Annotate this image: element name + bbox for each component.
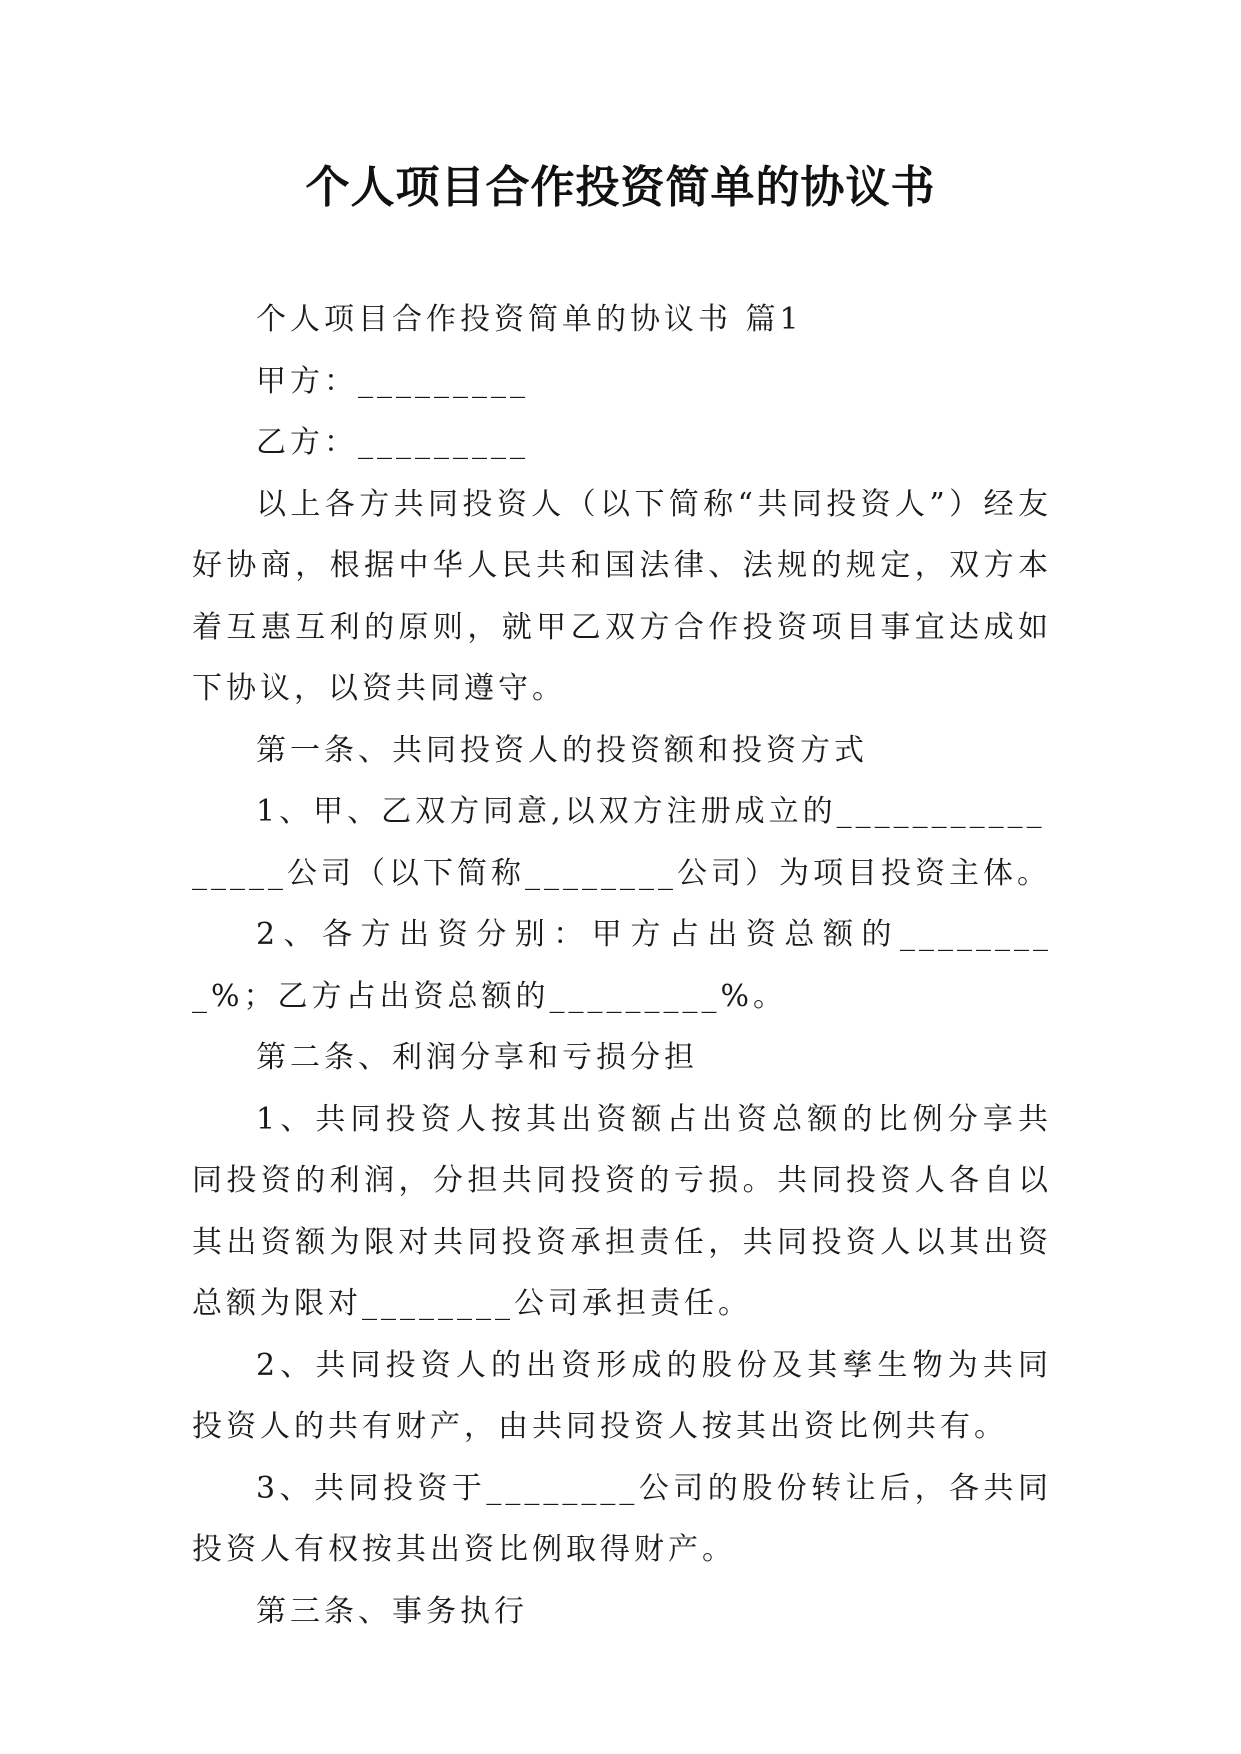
party-b-line: 乙方：_________ [256,425,529,460]
section-heading: 个人项目合作投资简单的协议书 篇1 [256,302,803,337]
clause-paragraph: 1、共同投资人按其出资额占出资总额的比例分享共同投资的利润，分担共同投资的亏损。共同投资人各自以其出资额为限对共同投资承担责任，共同投资人以其出资总额为限对________公司承担责任。 [192,1101,1052,1321]
article-heading: 第一条、共同投资人的投资额和投资方式 [256,732,868,768]
preamble-paragraph: 以上各方共同投资人（以下简称“共同投资人”）经友好协商，根据中华人民共和国法律、法规的规定，双方本着互惠互利的原则，就甲乙双方合作投资项目事宜达成如下协议，以资共同遵守。 [192,486,1052,706]
clause-paragraph: 2、各方出资分别：甲方占出资总额的_________%；乙方占出资总额的_________%。 [192,917,1052,1014]
document-title: 个人项目合作投资简单的协议书 [305,162,936,213]
clause-paragraph: 2、共同投资人的出资形成的股份及其孳生物为共同投资人的共有财产，由共同投资人按其出资比例共有。 [192,1347,1052,1444]
article-heading: 第三条、事务执行 [256,1593,528,1629]
document-body [192,289,1052,1642]
party-a-line: 甲方：_________ [256,363,529,399]
article-heading: 第二条、利润分享和亏损分担 [256,1040,698,1075]
clause-paragraph: 1、甲、乙双方同意,以双方注册成立的________________公司（以下简称________公司）为项目投资主体。 [192,794,1051,891]
clause-paragraph: 3、共同投资于________公司的股份转让后，各共同投资人有权按其出资比例取得财产。 [192,1470,1052,1567]
